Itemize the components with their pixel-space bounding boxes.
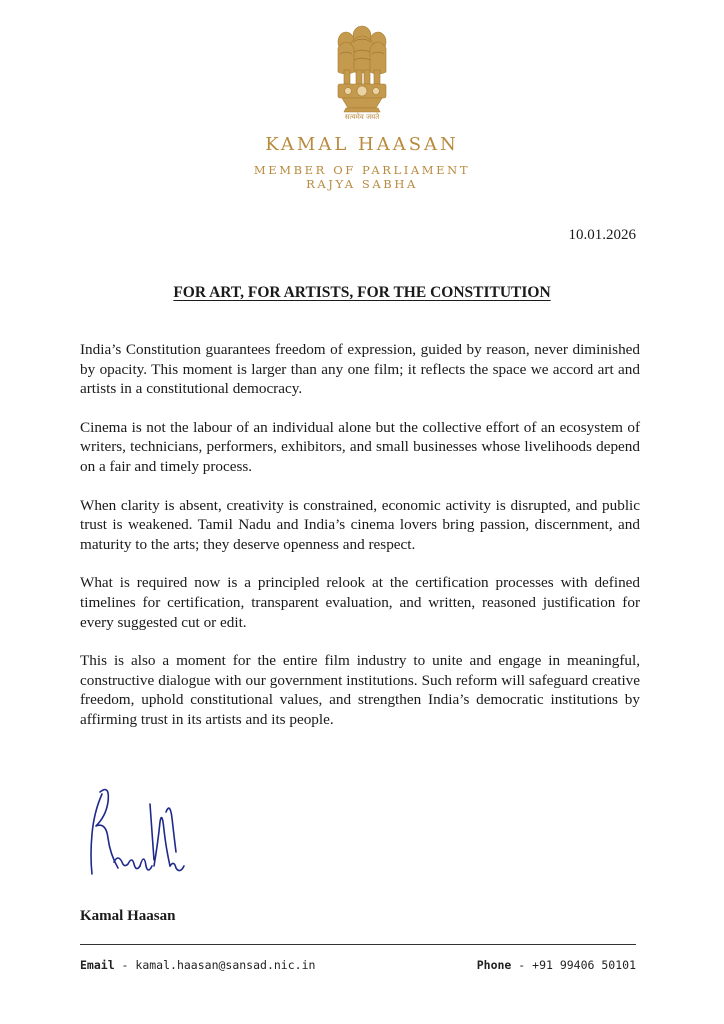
signer-name: Kamal Haasan xyxy=(80,908,176,924)
email-link[interactable]: kamal.haasan@sansad.nic.in xyxy=(135,958,316,972)
emblem-motto: सत्यमेव जयते xyxy=(344,113,380,121)
phone-separator: - xyxy=(511,958,533,972)
state-emblem-icon xyxy=(326,22,398,122)
paragraph: This is also a moment for the entire film industry to unite and engage in meaningful, constructive dialogue with our government institutions. Such reform will safeguard creative freedom, uphold constitutional values, and strengthen India’s democratic institutions by affirming trust in its artists and its people. xyxy=(80,652,640,728)
letterhead-house: RAJYA SABHA xyxy=(306,177,418,191)
phone-number: +91 99406 50101 xyxy=(532,958,636,972)
letter-date: 10.01.2026 xyxy=(568,227,636,243)
footer-email xyxy=(80,958,315,972)
letterhead-role: MEMBER OF PARLIAMENT xyxy=(253,163,471,177)
paragraph: India’s Constitution guarantees freedom of expression, guided by reason, never diminished by opacity. This moment is larger than any one film; it reflects the space we accord art and artists in a constitutional democracy. xyxy=(80,341,640,398)
paragraph: Cinema is not the labour of an individual alone but the collective effort of an ecosystem of writers, technicians, performers, exhibitors, and small businesses whose livelihoods depend on a fair and timely process. xyxy=(80,418,640,475)
footer-divider xyxy=(80,944,636,945)
email-separator: - xyxy=(114,958,136,972)
letterhead-name: KAMAL HAASAN xyxy=(265,134,459,155)
phone-label: Phone xyxy=(476,958,512,972)
paragraph: When clarity is absent, creativity is constrained, economic activity is disrupted, and public trust is weakened. Tamil Nadu and India’s cinema lovers bring passion, discernment, and maturity to the arts; they deserve openness and respect. xyxy=(80,496,640,553)
letter-body xyxy=(80,340,640,749)
paragraph: What is required now is a principled relook at the certification processes with defined timelines for certification, transparent evaluation, and written, reasoned justification for every suggested cut or edit. xyxy=(80,574,640,631)
handwritten-signature xyxy=(80,782,200,892)
letter-headline: FOR ART, FOR ARTISTS, FOR THE CONSTITUTION xyxy=(173,284,551,301)
footer-phone xyxy=(477,958,636,972)
email-label: Email xyxy=(80,958,115,972)
